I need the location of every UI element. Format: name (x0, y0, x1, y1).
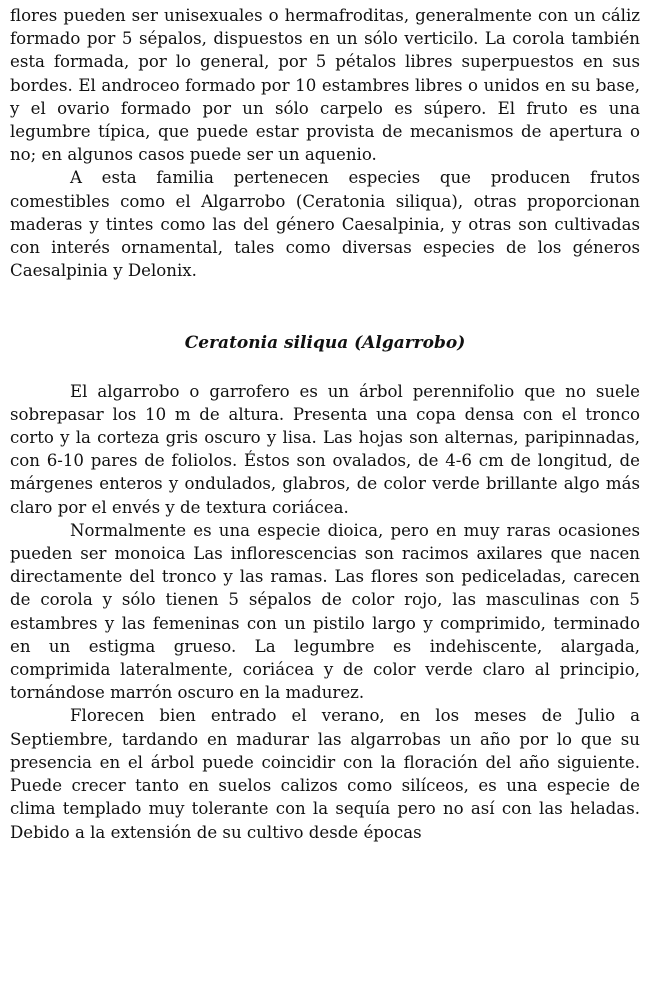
paragraph-family-species: A esta familia pertenecen especies que producen frutos comestibles como el Algarrobo (Ceratonia siliqua), otras proporcionan maderas y tintes como las del género Caesalpinia, y otras son cultivadas con interés ornamental, tales como diversas especies de los géneros Caesalpinia y Delonix. (10, 168, 640, 281)
paragraph-inflorescence: Normalmente es una especie dioica, pero en muy raras ocasiones pueden ser monoica Las inflorescencias son racimos axilares que nacen directamente del tronco y las ramas. Las flores son pediceladas, carecen de corola y sólo tienen 5 sépalos de color rojo, las masculinas con 5 estambres y las femeninas con un pistilo largo y comprimido, terminado en un estigma grueso. La legumbre es indehiscente, alargada, comprimida lateralmente, coriácea y de color verde claro al principio, tornándose marrón oscuro en la madurez. (10, 520, 640, 703)
document-page (10, 4, 640, 844)
paragraph-tree-description: El algarrobo o garrofero es un árbol perennifolio que no suele sobrepasar los 10 m de altura. Presenta una copa densa con el tronco corto y la corteza gris oscuro y lisa. Las hojas son alternas, paripinnadas, con 6-10 pares de foliolos. Éstos son ovalados, de 4-6 cm de longitud, de márgenes enteros y ondulados, glabros, de color verde brillante algo más claro por el envés y de textura coriácea. (10, 381, 640, 517)
section-heading: Ceratonia siliqua (Algarrobo) (184, 333, 466, 354)
paragraph-flower-description: flores pueden ser unisexuales o hermafroditas, generalmente con un cáliz formado por 5 sépalos, dispuestos en un sólo verticilo. La corola también esta formada, por lo general, por 5 pétalos libres superpuestos en sus bordes. El androceo formado por 10 estambres libres o unidos en su base, y el ovario formado por un sólo carpelo es súpero. El fruto es una legumbre típica, que puede estar provista de mecanismos de apertura o no; en algunos casos puede ser un aquenio. (10, 6, 640, 165)
paragraph-flowering: Florecen bien entrado el verano, en los meses de Julio a Septiembre, tardando en madurar las algarrobas un año por lo que su presencia en el árbol puede coincidir con la floración del año siguiente. Puede crecer tanto en suelos calizos como silíceos, es una especie de clima templado muy tolerante con la sequía pero no así con las heladas. Debido a la extensión de su cultivo desde épocas (10, 706, 640, 842)
